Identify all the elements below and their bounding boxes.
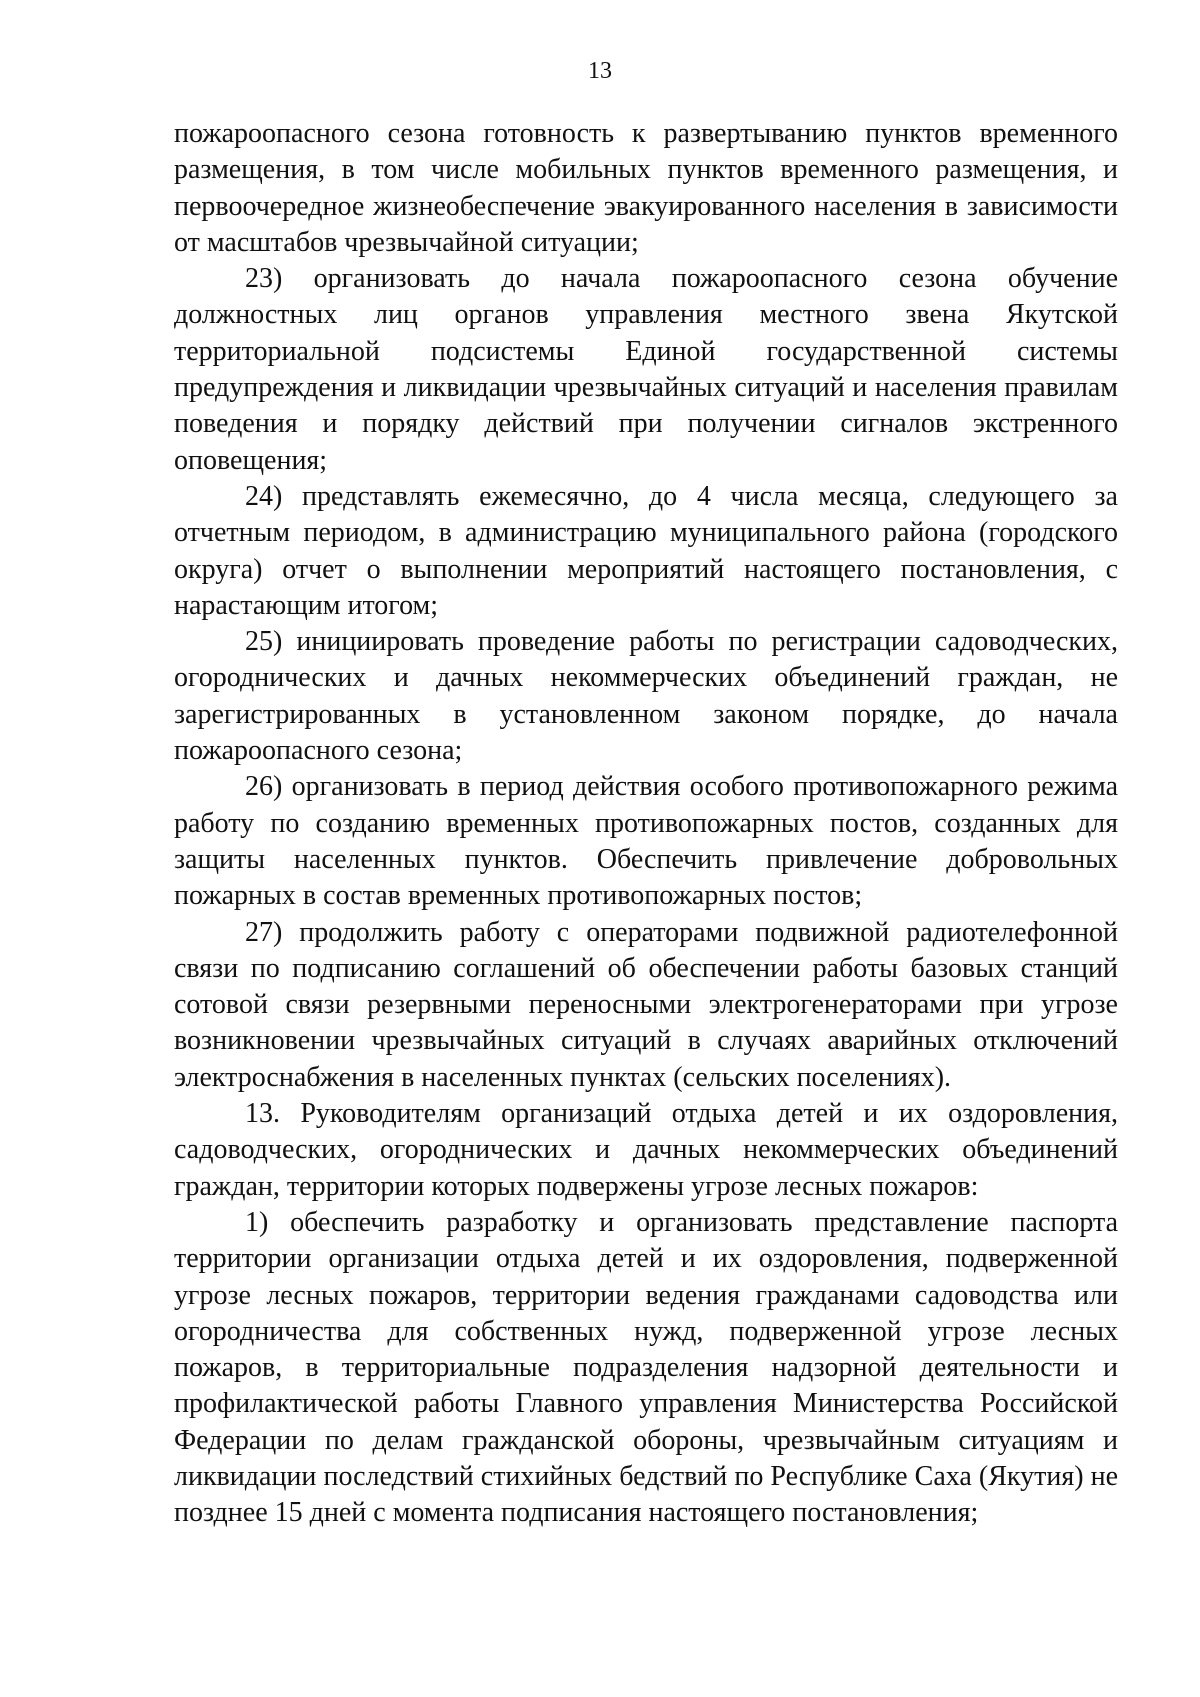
paragraph-item-27: 27) продолжить работу с операторами подвижной радиотелефонной связи по подписанию соглашений об обеспечении работы базовых станций сотовой связи резервными переносными электрогенераторами при угрозе возникновении чрезвычайных ситуаций в случаях аварийных отключений электроснабжения в населенных пунктах (сельских поселениях).	[174, 916, 1118, 1093]
paragraph-section-13: 13. Руководителям организаций отдыха детей и их оздоровления, садоводческих, огороднических и дачных некоммерческих объединений граждан, территории которых подвержены угрозе лесных пожаров:	[174, 1098, 1118, 1202]
paragraph-section-13-item-1: 1) обеспечить разработку и организовать представление паспорта территории организации отдыха детей и их оздоровления, подверженной угрозе лесных пожаров, территории ведения гражданами садоводства или огородничества для собственных нужд, подверженной угрозе лесных пожаров, в территориальные подразделения надзорной деятельности и профилактической работы Главного управления Министерства Российской Федерации по делам гражданской обороны, чрезвычайным ситуациям и ликвидации последствий стихийных бедствий по Республике Саха (Якутия) не позднее 15 дней с момента подписания настоящего постановления;	[174, 1206, 1118, 1529]
paragraph-item-25: 25) инициировать проведение работы по регистрации садоводческих, огороднических и дачных некоммерческих объединений граждан, не зарегистрированных в установленном законом порядке, до начала пожароопасного сезона;	[174, 626, 1118, 767]
paragraph-item-24: 24) представлять ежемесячно, до 4 числа месяца, следующего за отчетным периодом, в администрацию муниципального района (городского округа) отчет о выполнении мероприятий настоящего постановления, с нарастающим итогом;	[174, 480, 1118, 621]
document-body	[174, 116, 1118, 1532]
paragraph-item-23: 23) организовать до начала пожароопасного сезона обучение должностных лиц органов управления местного звена Якутской территориальной подсистемы Единой государственной системы предупреждения и ликвидации чрезвычайных ситуаций и населения правилам поведения и порядку действий при получении сигналов экстренного оповещения;	[174, 263, 1118, 476]
paragraph-continuation: пожароопасного сезона готовность к развертыванию пунктов временного размещения, в том числе мобильных пунктов временного размещения, и первоочередное жизнеобеспечение эвакуированного населения в зависимости от масштабов чрезвычайной ситуации;	[174, 118, 1118, 258]
paragraph-item-26: 26) организовать в период действия особого противопожарного режима работу по созданию временных противопожарных постов, созданных для защиты населенных пунктов. Обеспечить привлечение добровольных пожарных в состав временных противопожарных постов;	[174, 771, 1118, 912]
page-number: 13	[588, 58, 612, 84]
